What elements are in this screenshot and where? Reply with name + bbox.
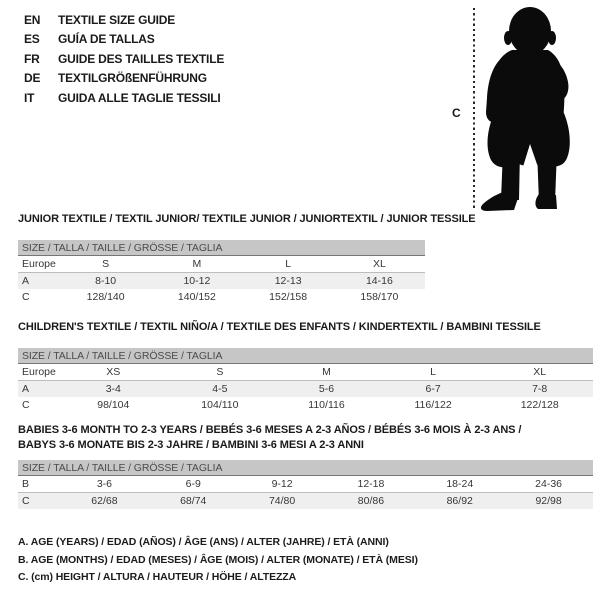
language-row-it [24,88,224,108]
table-row: Europe XS S M L XL [18,364,593,381]
language-code: IT [24,90,35,105]
row-label: Europe [22,258,56,270]
baby-silhouette-icon [478,2,598,215]
measurement-legend [18,534,418,587]
size-header-bar: SIZE / TALLA / TAILLE / GRÖSSE / TAGLIA [18,240,425,256]
table-row: C 98/104 104/110 110/116 116/122 122/128 [18,397,593,413]
language-code: ES [24,32,40,47]
row-label: C [22,291,30,303]
table-row: A 3-4 4-5 5-6 6-7 7-8 [18,381,593,397]
language-list [24,10,224,108]
row-label: Europe [22,366,56,378]
row-label: C [22,495,30,507]
junior-table [18,240,425,305]
legend-line-c: C. (cm) HEIGHT / ALTURA / HAUTEUR / HÖHE / ALTEZZA [18,571,297,583]
language-title: TEXTILE SIZE GUIDE [58,12,176,27]
language-title: GUÍA DE TALLAS [58,32,155,47]
language-code: FR [24,51,40,66]
language-title: GUIDE DES TAILLES TEXTILE [58,51,225,66]
row-label: A [22,383,30,395]
legend-line-a: A. AGE (YEARS) / EDAD (AÑOS) / ÂGE (ANS) / ALTER (JAHRE) / ETÀ (ANNI) [18,536,389,548]
size-header-bar: SIZE / TALLA / TAILLE / GRÖSSE / TAGLIA [18,348,593,364]
language-code: DE [24,71,41,86]
children-table [18,348,593,413]
language-title: GUIDA ALLE TAGLIE TESSILI [58,90,221,105]
language-title: TEXTILGRÖßENFÜHRUNG [58,71,207,86]
language-code: EN [24,12,41,27]
junior-table-title: JUNIOR TEXTILE / TEXTIL JUNIOR/ TEXTILE JUNIOR / JUNIORTEXTIL / JUNIOR TESSILE [18,213,476,225]
babies-title-line2: BABYS 3-6 MONATE BIS 2-3 JAHRE / BAMBINI 3-6 MESI A 2-3 ANNI [18,439,364,451]
language-row-es [24,30,224,50]
height-measure-label: C [452,106,461,120]
babies-table [18,460,593,509]
children-table-title: CHILDREN'S TEXTILE / TEXTIL NIÑO/A / TEXTILE DES ENFANTS / KINDERTEXTIL / BAMBINI TESSILE [18,321,541,333]
legend-line-b: B. AGE (MONTHS) / EDAD (MESES) / ÂGE (MOIS) / ALTER (MONATE) / ETÀ (MESI) [18,553,418,566]
size-header-bar: SIZE / TALLA / TAILLE / GRÖSSE / TAGLIA [18,460,593,476]
language-row-de [24,69,224,89]
row-label: A [22,275,30,287]
table-row: C 128/140 140/152 152/158 158/170 [18,289,425,305]
language-row-fr [24,49,224,69]
babies-title-line1: BABIES 3-6 MONTH TO 2-3 YEARS / BEBÉS 3-6 MESES A 2-3 AÑOS / BÉBÉS 3-6 MOIS À 2-3 ANS / [18,424,522,436]
height-dotted-line [473,8,475,208]
table-row: C 62/68 68/74 74/80 80/86 86/92 92/98 [18,493,593,509]
row-label: C [22,399,30,411]
table-row: A 8-10 10-12 12-13 14-16 [18,273,425,289]
row-label: B [22,478,30,490]
babies-table-title [18,423,521,453]
table-row: B 3-6 6-9 9-12 12-18 18-24 24-36 [18,476,593,493]
language-row-en [24,10,224,30]
table-row: Europe S M L XL [18,256,425,273]
